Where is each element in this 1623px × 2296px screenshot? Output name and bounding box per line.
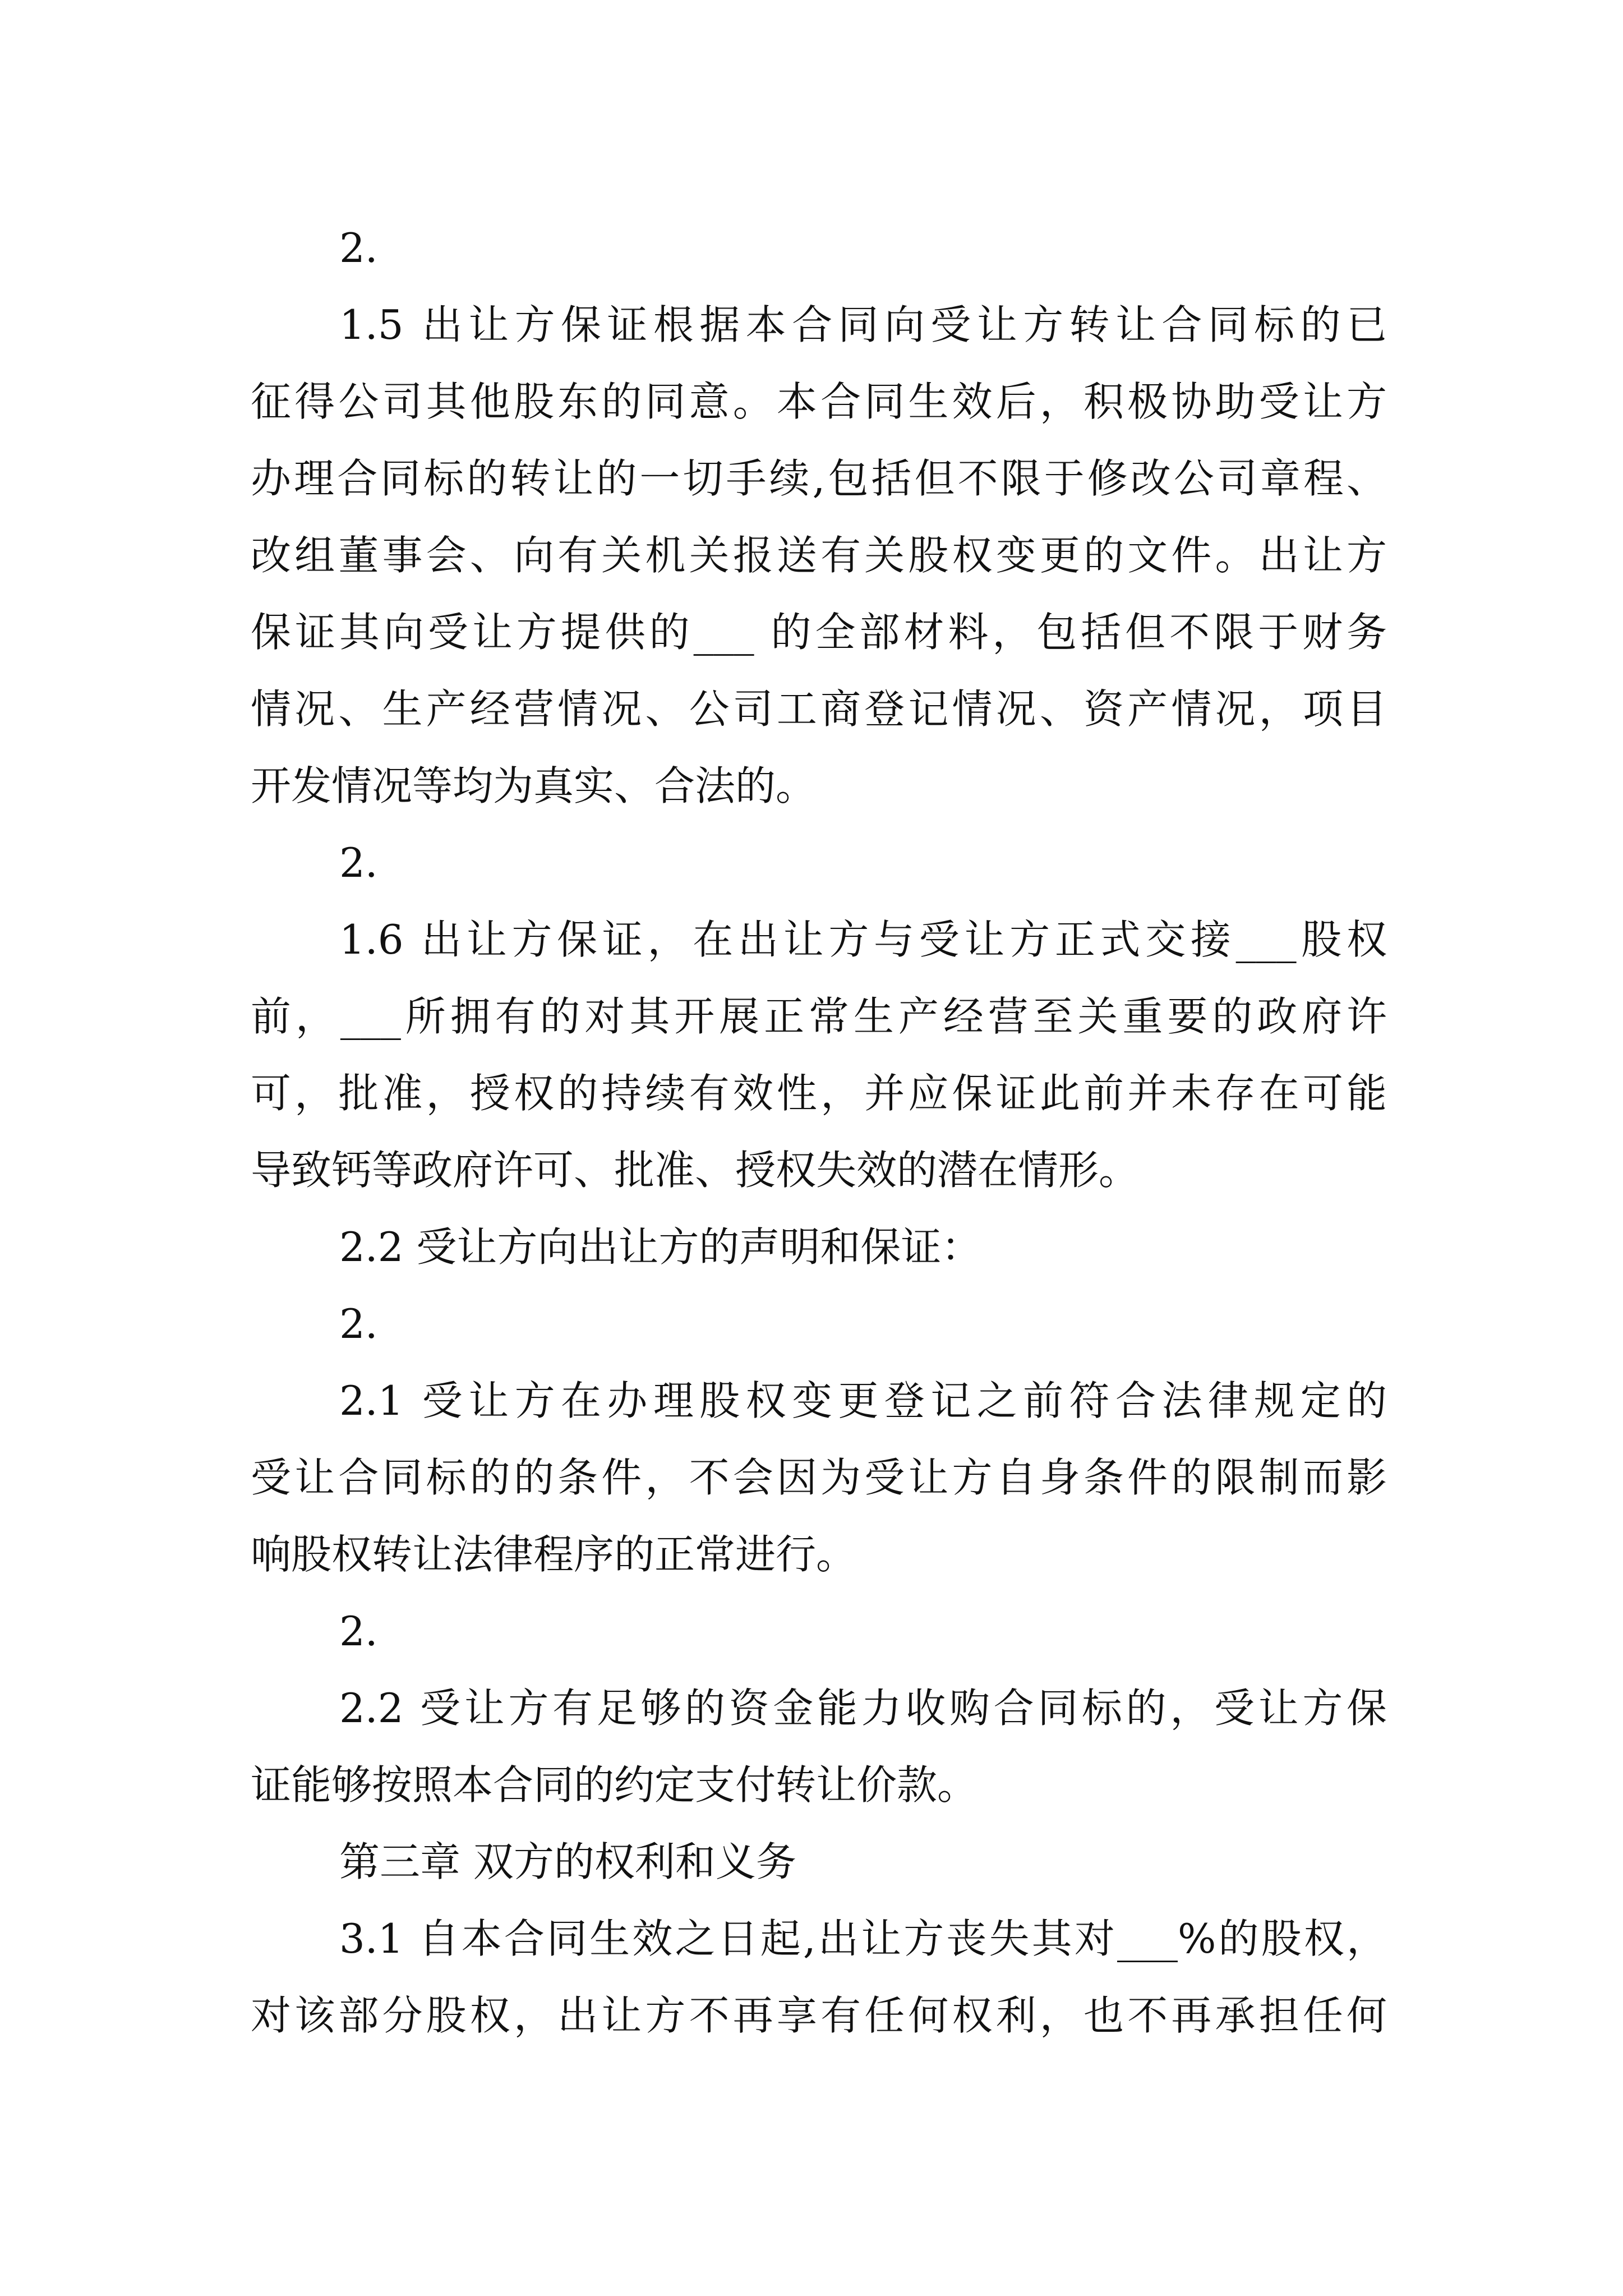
section-number — [251, 825, 1387, 901]
text-line: 证能够按照本合同的约定支付转让价款。 — [251, 1761, 978, 1809]
text-line: 受让合同标的的条件，不会因为受让方自身条件的限制而影 — [251, 1454, 1387, 1501]
clause-2-1 — [251, 1363, 1387, 1593]
text-line: 第三章 双方的权利和义务 — [339, 1838, 796, 1885]
text-line: 3.1 自本合同生效之日起,出让方丧失其对___%的股权， — [339, 1915, 1387, 1962]
text-line: 2. — [339, 1300, 378, 1347]
text-line: 2. — [339, 839, 378, 886]
section-number — [251, 210, 1387, 287]
clause-3-1 — [251, 1901, 1387, 2054]
text-line: 改组董事会、向有关机关报送有关股权变更的文件。出让方 — [251, 532, 1387, 579]
text-line: 办理合同标的转让的一切手续,包括但不限于修改公司章程、 — [251, 455, 1387, 502]
text-line: 情况、生产经营情况、公司工商登记情况、资产情况，项目 — [251, 685, 1387, 733]
text-line: 开发情况等均为真实、合法的。 — [251, 762, 817, 809]
text-line: 响股权转让法律程序的正常进行。 — [251, 1531, 857, 1578]
section-number — [251, 1593, 1387, 1670]
text-line: 1.5 出让方保证根据本合同向受让方转让合同标的已 — [339, 301, 1387, 348]
section-number — [251, 1286, 1387, 1363]
clause-1-6 — [251, 901, 1387, 1209]
chapter-heading — [251, 1824, 1387, 1901]
clause-1-5 — [251, 287, 1387, 825]
text-line: 保证其向受让方提供的___ 的全部材料，包括但不限于财务 — [251, 609, 1387, 656]
text-line: 2.2 受让方向出让方的声明和保证： — [339, 1223, 982, 1271]
text-line: 2.1 受让方在办理股权变更登记之前符合法律规定的 — [339, 1377, 1387, 1424]
text-line: 征得公司其他股东的同意。本合同生效后，积极协助受让方 — [251, 378, 1387, 425]
text-line: 1.6 出让方保证，在出让方与受让方正式交接___股权 — [339, 916, 1387, 963]
text-line: 对该部分股权，出让方不再享有任何权利，也不再承担任何 — [251, 1992, 1387, 2039]
document-body — [251, 210, 1387, 2054]
text-line: 2.2 受让方有足够的资金能力收购合同标的，受让方保 — [339, 1685, 1387, 1732]
text-line: 可，批准，授权的持续有效性，并应保证此前并未存在可能 — [251, 1070, 1387, 1117]
clause-2-2 — [251, 1670, 1387, 1824]
text-line: 2. — [339, 1608, 378, 1655]
text-line: 2. — [339, 224, 378, 272]
clause-2-2-heading — [251, 1209, 1387, 1286]
text-line: 导致钙等政府许可、批准、授权失效的潜在情形。 — [251, 1147, 1140, 1194]
text-line: 前，___所拥有的对其开展正常生产经营至关重要的政府许 — [251, 993, 1387, 1040]
